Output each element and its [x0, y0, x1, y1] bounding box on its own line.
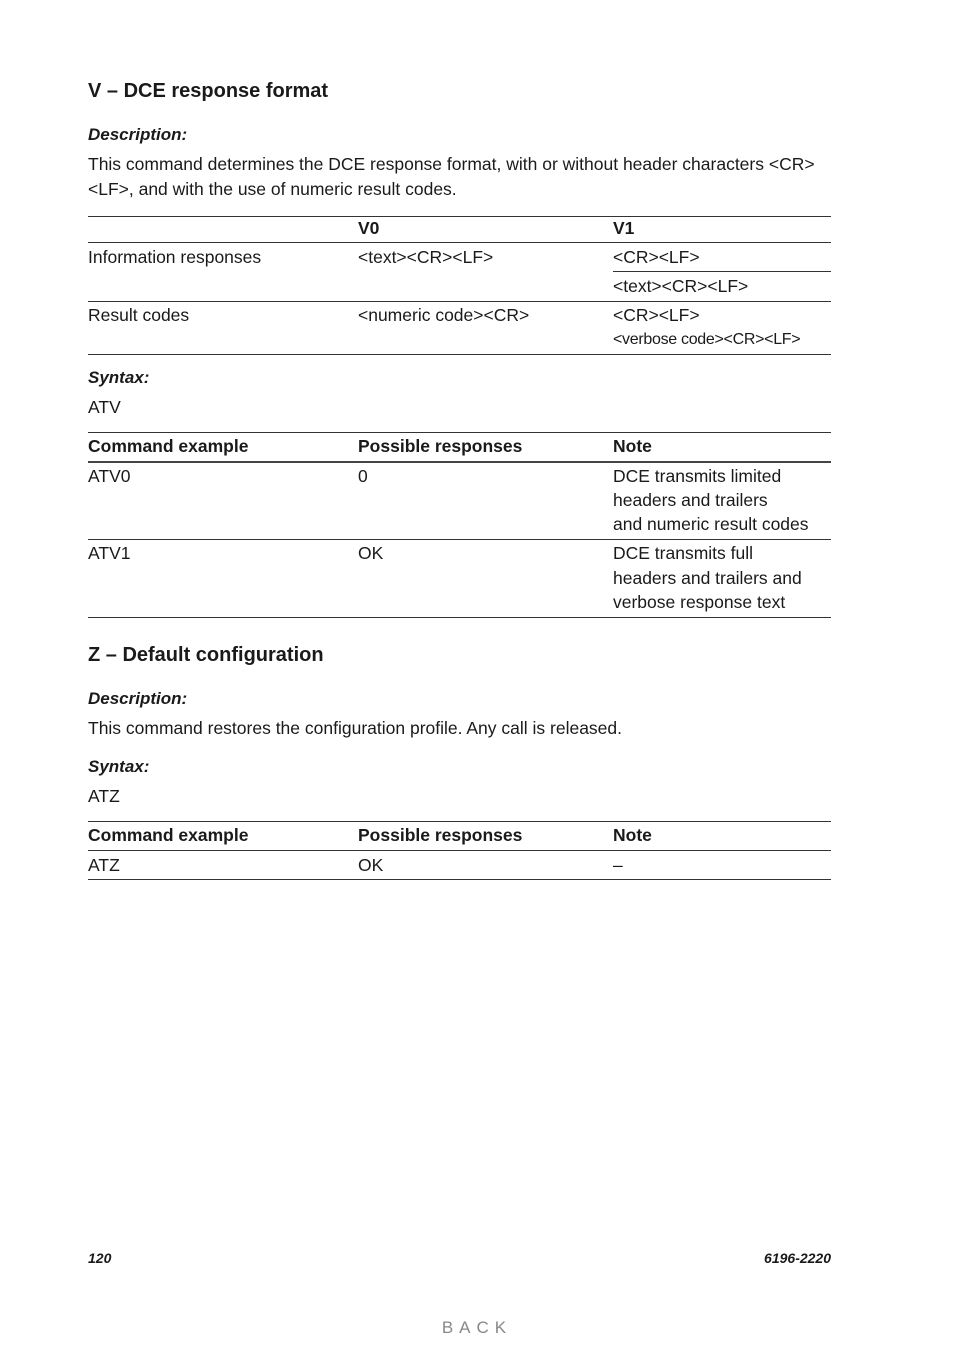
- syntax-label-v: Syntax:: [88, 368, 150, 387]
- header-note: Note: [613, 436, 652, 456]
- document-number: 6196-2220: [764, 1250, 831, 1266]
- back-link[interactable]: BACK: [441, 1318, 513, 1337]
- page-number: 120: [88, 1250, 112, 1266]
- description-text-z: This command restores the configuration profile. Any call is released.: [88, 718, 623, 738]
- table-row-command: ATV1: [88, 543, 131, 563]
- header-possible-responses: Possible responses: [358, 436, 523, 456]
- format-row-v0: <text><CR><LF>: [358, 247, 494, 267]
- format-row-v1-line2: <text><CR><LF>: [613, 276, 749, 296]
- table-row-note-line: DCE transmits full: [613, 543, 754, 563]
- table-row-response: OK: [358, 855, 384, 875]
- header-command-example: Command example: [88, 825, 249, 845]
- syntax-value-v: ATV: [88, 397, 121, 417]
- header-command-example: Command example: [88, 436, 249, 456]
- format-row-v1-line1: <CR><LF>: [613, 247, 700, 267]
- format-header-v1: V1: [613, 218, 635, 238]
- syntax-label-z: Syntax:: [88, 757, 150, 776]
- syntax-value-z: ATZ: [88, 786, 120, 806]
- table-row-note-line: headers and trailers and: [613, 568, 802, 588]
- table-row-command: ATZ: [88, 855, 120, 875]
- table-row-note-line: headers and trailers: [613, 490, 768, 510]
- format-header-v0: V0: [358, 218, 380, 238]
- header-note: Note: [613, 825, 652, 845]
- header-possible-responses: Possible responses: [358, 825, 523, 845]
- section-title-v: V – DCE response format: [88, 80, 329, 102]
- table-row-response: 0: [358, 466, 368, 486]
- table-row-note: –: [613, 855, 623, 875]
- format-row-label: Result codes: [88, 305, 190, 325]
- table-row-note-line: and numeric result codes: [613, 514, 809, 534]
- format-row-v1-line1: <CR><LF>: [613, 305, 700, 325]
- format-row-label: Information responses: [88, 247, 262, 267]
- format-row-v0: <numeric code><CR>: [358, 305, 530, 325]
- format-row-v1-line2: <verbose code><CR><LF>: [613, 331, 801, 348]
- section-title-z: Z – Default configuration: [88, 644, 324, 666]
- table-row-response: OK: [358, 543, 384, 563]
- table-row-command: ATV0: [88, 466, 131, 486]
- description-label-v: Description:: [88, 125, 188, 144]
- description-text-v: This command determines the DCE response format, with or without header characters <CR><LF>, and with the use of numeric result codes.: [88, 154, 815, 199]
- description-label-z: Description:: [88, 689, 188, 708]
- table-row-note-line: DCE transmits limited: [613, 466, 782, 486]
- table-row-note-line: verbose response text: [613, 592, 786, 612]
